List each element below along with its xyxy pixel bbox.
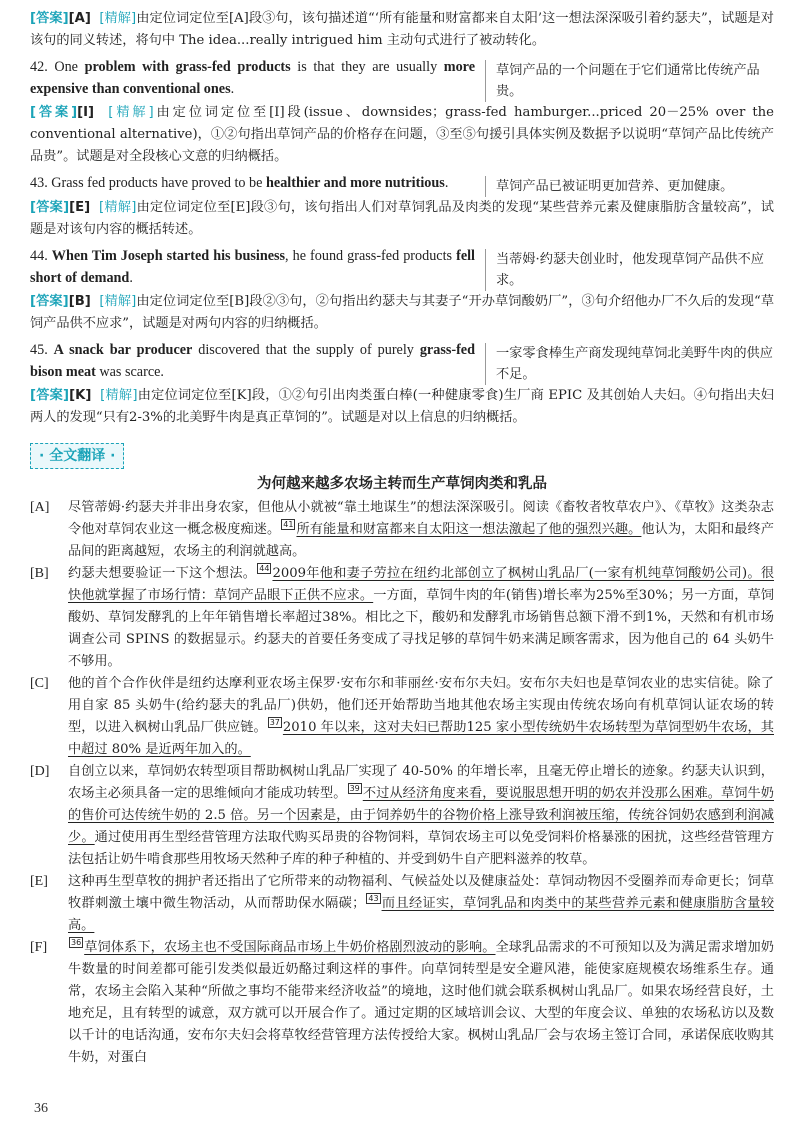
- answer-block: [30, 385, 774, 429]
- paragraph-label: [D]: [30, 764, 50, 779]
- question-keyword: When Tim Joseph started his business: [51, 248, 286, 264]
- question-text: is that they are usually: [290, 59, 444, 75]
- answer-block: [30, 8, 774, 52]
- question-marker: 39: [349, 784, 360, 793]
- question-chinese: 当蒂姆·约瑟夫创业时，他发现草饲产品供不应求。: [485, 249, 774, 291]
- paragraph-underlined: 2010 年以来，这对夫妇已帮助125 家小型传统奶牛农场转型为草饲型奶牛农场，其中超过 80% 是近两年加入的。: [68, 720, 774, 757]
- explain-tag: [精解]: [108, 105, 154, 120]
- paragraph-plain: 他的首个合作伙伴是纽约达摩利亚农场主保罗·安布尔和菲丽丝·安布尔夫妇。安布尔夫妇也是草饲农业的忠实信徒。除了用自家 85 头奶牛(给约瑟夫的乳品厂)供奶，他们还开始帮助当地其他农场主实现由传统农场向有机草饲认证农场的转型，以进入枫树山乳品厂供应链。: [68, 676, 774, 735]
- answer-tag: [答案]: [30, 11, 69, 26]
- question-chinese: 草饲产品的一个问题在于它们通常比传统产品贵。: [485, 60, 774, 102]
- question-text: .: [129, 270, 133, 286]
- question-chinese: 一家零食棒生产商发现纯草饲北美野牛肉的供应不足。: [485, 343, 774, 385]
- question-marker: 43: [368, 894, 379, 903]
- translation-paragraph: [30, 497, 774, 563]
- answer-letter: [K]: [69, 388, 92, 403]
- answer-tag: [答案]: [30, 200, 70, 215]
- paragraph-plain: 他认为，太阳和最终产品间的距离越短，农场主的利润就越高。: [68, 522, 774, 559]
- question-number: 42.: [30, 59, 48, 75]
- question-text: , he found grass-fed products: [285, 248, 457, 264]
- translation-paragraph: [30, 871, 774, 937]
- question-marker: 37: [269, 718, 280, 727]
- question-english: [30, 172, 485, 194]
- question-text: was scarce.: [95, 364, 164, 380]
- question-keyword: grass-fed bison meat: [30, 342, 475, 380]
- answer-explanation: 由定位词定位至[B]段②③句，②句指出约瑟夫与其妻子“开办草饲酸奶厂”，③句介绍他办厂不久后的发现“草饲产品供不应求”，试题是对两句内容的归纳概括。: [30, 294, 775, 331]
- question-chinese: 草饲产品已被证明更加营养、更加健康。: [485, 176, 774, 197]
- page-number: 36: [34, 1101, 48, 1116]
- paragraph-label: [A]: [30, 500, 50, 515]
- page: [30, 8, 774, 1069]
- question-number: 43.: [30, 175, 48, 191]
- question-keyword: more expensive than conventional ones: [30, 59, 476, 97]
- answer-letter: [I]: [77, 105, 95, 120]
- question-row: [30, 339, 774, 385]
- question-text: .: [444, 175, 449, 191]
- paragraph-label: [B]: [30, 566, 49, 581]
- translation-paragraph: [30, 673, 774, 761]
- answer-tag: [答案]: [30, 105, 78, 120]
- question-text: Grass fed products have proved to be: [51, 175, 266, 191]
- question-keyword: A snack bar producer: [53, 342, 193, 358]
- answer-tag: [答案]: [30, 388, 70, 403]
- answer-letter: [B]: [68, 294, 91, 309]
- paragraph-plain: 约瑟夫想要验证一下这个想法。: [68, 566, 257, 581]
- answer-explanation: 由定位词定位至[A]段③句，该句描述道“‘所有能量和财富都来自太阳’这一想法深深吸引着约瑟夫”，试题是对该句的同义转述，将句中 The idea...really intrigued him 主动句式进行了被动转化。: [30, 11, 774, 48]
- translation-paragraph: [30, 761, 774, 871]
- paragraph-plain: 自创立以来，草饲奶农转型项目帮助枫树山乳品厂实现了 40-50% 的年增长率，且毫无停止增长的迹象。约瑟夫认识到，农场主必须具备一定的思维倾向才能成功转型。: [68, 764, 774, 801]
- question-english: [30, 339, 485, 383]
- paragraph-text: [68, 871, 774, 937]
- paragraph-plain: 全球乳品需求的不可预知以及为满足需求增加奶牛数量的时间差都可能引发类似最近奶酪过剩这样的事件。向草饲转型是安全避风港，能使家庭规模农场维系生存。通常，农场主会陷入某种“所做之事均不能带来经济收益”的境地，这时他们就会联系枫树山乳品厂。如果农场经营良好，土地充足，且有转型的诚意，双方就可以开展合作了。通过定期的区域培训会议、大型的年度会议、单独的农场私访以及数以千计的电话沟通，安布尔夫妇会将草牧经营管理方法传授给大家。枫树山乳品厂会与农场主签订合同，承诺保底收购其牛奶，对蛋白: [68, 940, 774, 1065]
- paragraph-underlined: 所有能量和财富都来自太阳这一想法激起了他的强烈兴趣。: [296, 522, 642, 537]
- question-marker: 44: [259, 564, 270, 573]
- paragraph-underlined: 而且经证实，草饲乳品和肉类中的某些营养元素和健康脂肪含量较高。: [68, 896, 775, 933]
- question-marker: 41: [283, 520, 294, 529]
- paragraph-underlined: 草饲体系下，农场主也不受国际商品市场上牛奶价格剧烈波动的影响。: [84, 940, 496, 955]
- translation-title: 为何越来越多农场主转而生产草饲肉类和乳品: [257, 476, 547, 492]
- paragraph-text: [68, 761, 774, 871]
- question-text: discovered that the supply of purely: [192, 342, 420, 358]
- explain-tag: [精解]: [99, 200, 137, 215]
- answer-block: [30, 291, 774, 335]
- question-keyword: fell short of demand: [30, 248, 475, 286]
- answer-explanation: 由定位词定位至[E]段③句，该句指出人们对草饲乳品及肉类的发现“某些营养元素及健康脂肪含量较高”，试题是对该句内容的概括转述。: [30, 200, 774, 237]
- question-row: [30, 245, 774, 291]
- paragraph-plain: 这种再生型草牧的拥护者还指出了它所带来的动物福利、气候益处以及健康益处：草饲动物因不受圈养而寿命更长；饲草牧群刺激土壤中微生物活动，从而帮助保水隔碳；: [68, 874, 774, 911]
- answer-block: [30, 102, 774, 168]
- question-row: [30, 56, 774, 102]
- section-tag: · 全文翻译 ·: [30, 443, 124, 469]
- paragraph-text: [68, 563, 774, 673]
- paragraph-label: [E]: [30, 874, 48, 889]
- answer-explanation: 由定位词定位至[K]段，①②句引出肉类蛋白棒(一种健康零食)生厂商 EPIC 及其创始人夫妇。④句指出夫妇两人的发现“只有2-3%的北美野牛肉是真正草饲的”。试题是对以上信息的归纳概括。: [30, 388, 774, 425]
- question-keyword: healthier and more nutritious: [266, 175, 445, 191]
- explain-tag: [精解]: [99, 294, 137, 309]
- paragraph-underlined: 2009年他和妻子劳拉在纽约北部创立了枫树山乳品厂(一家有机纯草饲酸奶公司)。很快他就掌握了市场行情：草饲产品眼下正供不应求。: [68, 566, 775, 603]
- paragraph-underlined: 不过从经济角度来看，要说服思想开明的奶农并没那么困难。草饲牛奶的售价可达传统牛奶的 2.5 倍。另一个因素是，由于饲养奶牛的谷物价格上涨导致利润被压缩，传统谷饲奶农感到利润减少。: [68, 786, 774, 845]
- question-keyword: problem with grass-fed products: [84, 59, 291, 75]
- answer-letter: [E]: [69, 200, 91, 215]
- explain-tag: [精解]: [100, 388, 138, 403]
- paragraph-label: [F]: [30, 940, 48, 955]
- paragraph-text: [68, 673, 774, 761]
- translation-paragraph: [30, 563, 774, 673]
- answer-block: [30, 197, 774, 241]
- explain-tag: [精解]: [99, 11, 137, 26]
- question-marker: 36: [71, 938, 82, 947]
- paragraph-plain: 一方面，草饲牛肉的年(销售)增长率为25%至30%；另一方面，草饲酸奶、草饲发酵乳的上年年销售增长率超过38%。相比之下，酸奶和发酵乳市场销售总额下滑不到1%，天然和有机市场调查公司 SPINS 的数据显示。约瑟夫的首要任务变成了寻找足够的草饲牛奶来满足顾客需求，因为他自己的 64 头奶牛不够用。: [68, 588, 774, 669]
- paragraph-plain: 尽管蒂姆·约瑟夫并非出身农家，但他从小就被“靠土地谋生”的想法深深吸引。阅读《畜牧者牧草农户》、《草牧》这类杂志令他对草饲农业这一概念极度痴迷。: [68, 500, 774, 537]
- answer-explanation: 由定位词定位至[I]段(issue、downsides；grass-fed hamburger...priced 20－25% over the conventional alternative)，①②句指出草饲产品的价格存在问题，③至⑤句援引具体实例及数据予以说明“草饲产品比传统产品贵”。试题是对全段核心文意的归纳概括。: [30, 105, 774, 164]
- translation-paragraph: [30, 937, 774, 1069]
- paragraph-plain: 通过使用再生型经营管理方法取代购买昂贵的谷物饲料，草饲农场主可以免受饲料价格暴涨的困扰，这些经营管理方法包括让奶牛啃食那些用牧场天然种子库的种子种植的、并受到奶牛自产肥料滋养的牧草。: [68, 830, 775, 867]
- question-row: [30, 172, 774, 197]
- paragraph-label: [C]: [30, 676, 49, 691]
- question-number: 44.: [30, 248, 48, 264]
- paragraph-text: [68, 937, 774, 1069]
- paragraph-text: [68, 497, 774, 563]
- question-english: [30, 245, 485, 289]
- question-text: One: [54, 59, 85, 75]
- question-text: .: [230, 81, 235, 97]
- answer-letter: [A]: [68, 11, 91, 26]
- question-number: 45.: [30, 342, 48, 358]
- answer-tag: [答案]: [30, 294, 69, 309]
- question-english: [30, 56, 485, 100]
